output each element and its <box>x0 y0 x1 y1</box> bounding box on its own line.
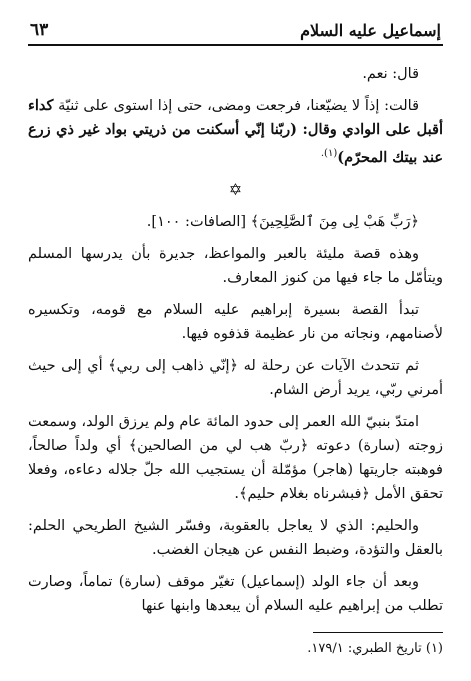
line: كداء أقبل على الوادي وقال: (ربّنا إنّي أسكنت من ذريتي بواد غير ذي زرع <box>28 97 443 138</box>
paragraph: ﴿رَبِّ هَبْ لِى مِنَ ٱلصَّٰلِحِينَ﴾ [الصافات: ١٠٠]. <box>146 213 419 230</box>
footnote: (١) تاريخ الطبري: ١٧٩/١. <box>307 641 443 656</box>
header-rule <box>28 44 443 46</box>
paragraph: والحليم: الذي لا يعاجل بالعقوبة، وفسّر الشيخ الطريحي الحلم: بالعقل والتؤدة، وضبط النفس عن هيجان الغضب. <box>28 517 443 558</box>
paragraph: وهذه قصة مليئة بالعبر والمواعظ، جديرة بأن يدرسها المسلم ويتأمّل ما جاء فيها من كنوز المعارف. <box>28 245 443 286</box>
ornament-icon: ✡ <box>228 179 243 199</box>
paragraph: ثم تتحدث الآيات عن رحلة له ﴿إنّي ذاهب إلى ربي﴾ أي إلى حيث أمرني ربّي، يريد أرض الشام. <box>28 357 443 398</box>
page-body <box>28 62 443 618</box>
page-header <box>30 8 441 40</box>
paragraph: وبعد أن جاء الولد (إسماعيل) تغيّر موقف (سارة) تماماً، وصارت تطلب من إبراهيم عليه السلام أن يبعدها وابنها عنها <box>28 573 443 614</box>
paragraph: امتدّ بنبيّ الله العمر إلى حدود المائة عام ولم يرزق الولد، وسمعت زوجته (سارة) دعوته ﴿ربّ هب لي من الصالحين﴾ أي ولداً صالحاً، فوهبته جاريتها (هاجر) مؤمّلة أن يستجيب الله جلّ جلاله دعاءه، وفعلا تحقق الأمل ﴿فبشرناه بغلام حليم﴾. <box>28 413 443 502</box>
paragraph <box>28 94 443 170</box>
paragraph: قال: نعم. <box>362 66 419 82</box>
line: عند بيتك المحرّم) <box>337 148 443 166</box>
running-title: إسماعيل عليه السلام <box>300 21 441 40</box>
footnote-marker: (١). <box>320 148 338 159</box>
page-number: ٦٣ <box>30 20 49 40</box>
paragraph: تبدأ القصة بسيرة إبراهيم عليه السلام مع قومه، وتكسيره لأصنامهم، ونجاته من نار عظيمة قذفوه فيها. <box>28 301 443 342</box>
line: قالت: إذاً لا يضيّعنا، فرجعت ومضى، حتى إذا استوى على ثنيّة <box>58 98 420 114</box>
footnote-rule <box>313 632 443 633</box>
